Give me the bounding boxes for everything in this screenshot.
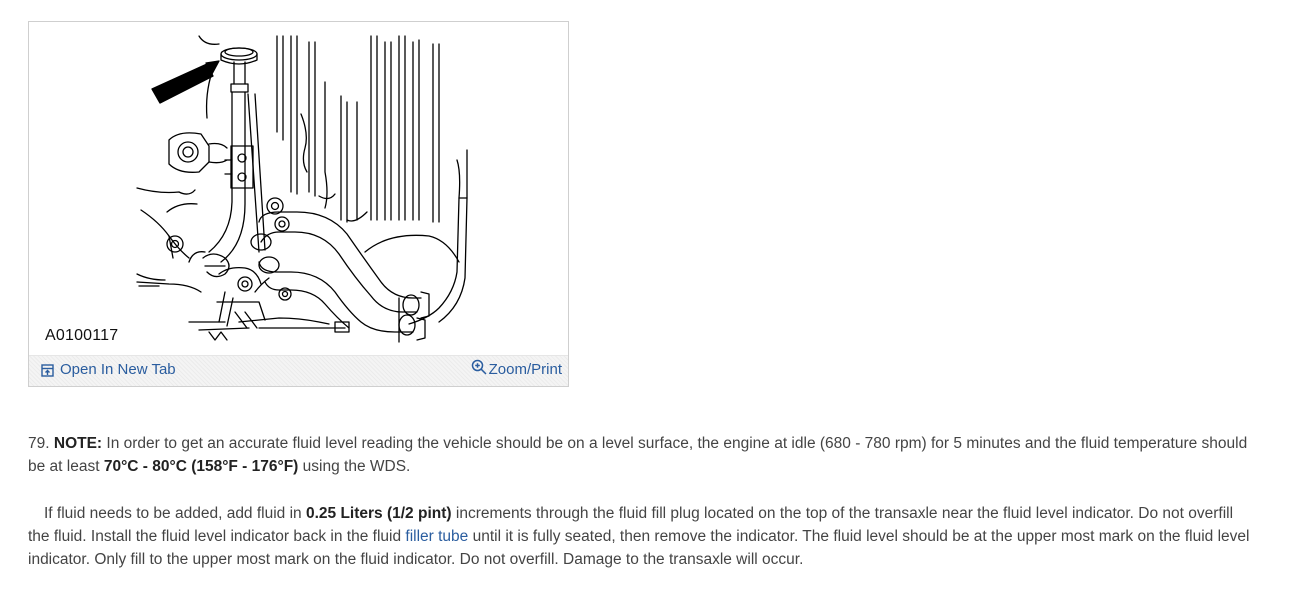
open-in-new-tab-button[interactable] (41, 361, 176, 378)
fill-amount: 0.25 Liters (1/2 pint) (305, 505, 452, 522)
step-number: 79. (28, 435, 50, 452)
zoom-print-button[interactable] (471, 361, 562, 378)
magnifier-icon (471, 359, 487, 375)
fill-instructions-end: until it is fully seated, then remove the indicator. The fluid level should be at the upper most mark on the fluid level indicator. Only fill to the upper most mark on the fluid indicator. Do not overfill. Damage to the transaxle will occur. (28, 528, 1250, 568)
filler-tube-link[interactable]: filler tube (405, 528, 469, 545)
figure-id-label: A0100117 (45, 327, 119, 344)
open-in-new-tab-label: Open In New Tab (60, 361, 176, 378)
fill-instructions: increments through the fluid fill plug located on the top of the transaxle near the fluid level indicator. Do not overfill the fluid. Install the fluid level indicator back in the fluid (28, 505, 1234, 545)
note-label: NOTE: (53, 435, 103, 452)
temperature-range: 70°C - 80°C (158°F - 176°F) (103, 458, 299, 475)
step-note-paragraph (28, 432, 1258, 478)
zoom-print-label: Zoom/Print (488, 361, 562, 378)
fill-intro: If fluid needs to be added, add fluid in (44, 505, 302, 522)
note-text: In order to get an accurate fluid level reading the vehicle should be on a level surface, the engine at idle (680 - 780 rpm) for 5 minutes and the fluid temperature should be at least (28, 435, 1248, 475)
figure-container (28, 21, 569, 387)
step-fill-paragraph (28, 502, 1258, 571)
transaxle-dipstick-illustration (29, 22, 568, 358)
open-new-tab-icon (41, 364, 54, 377)
figure-toolbar (29, 355, 568, 386)
note-tail: using the WDS. (302, 458, 411, 475)
